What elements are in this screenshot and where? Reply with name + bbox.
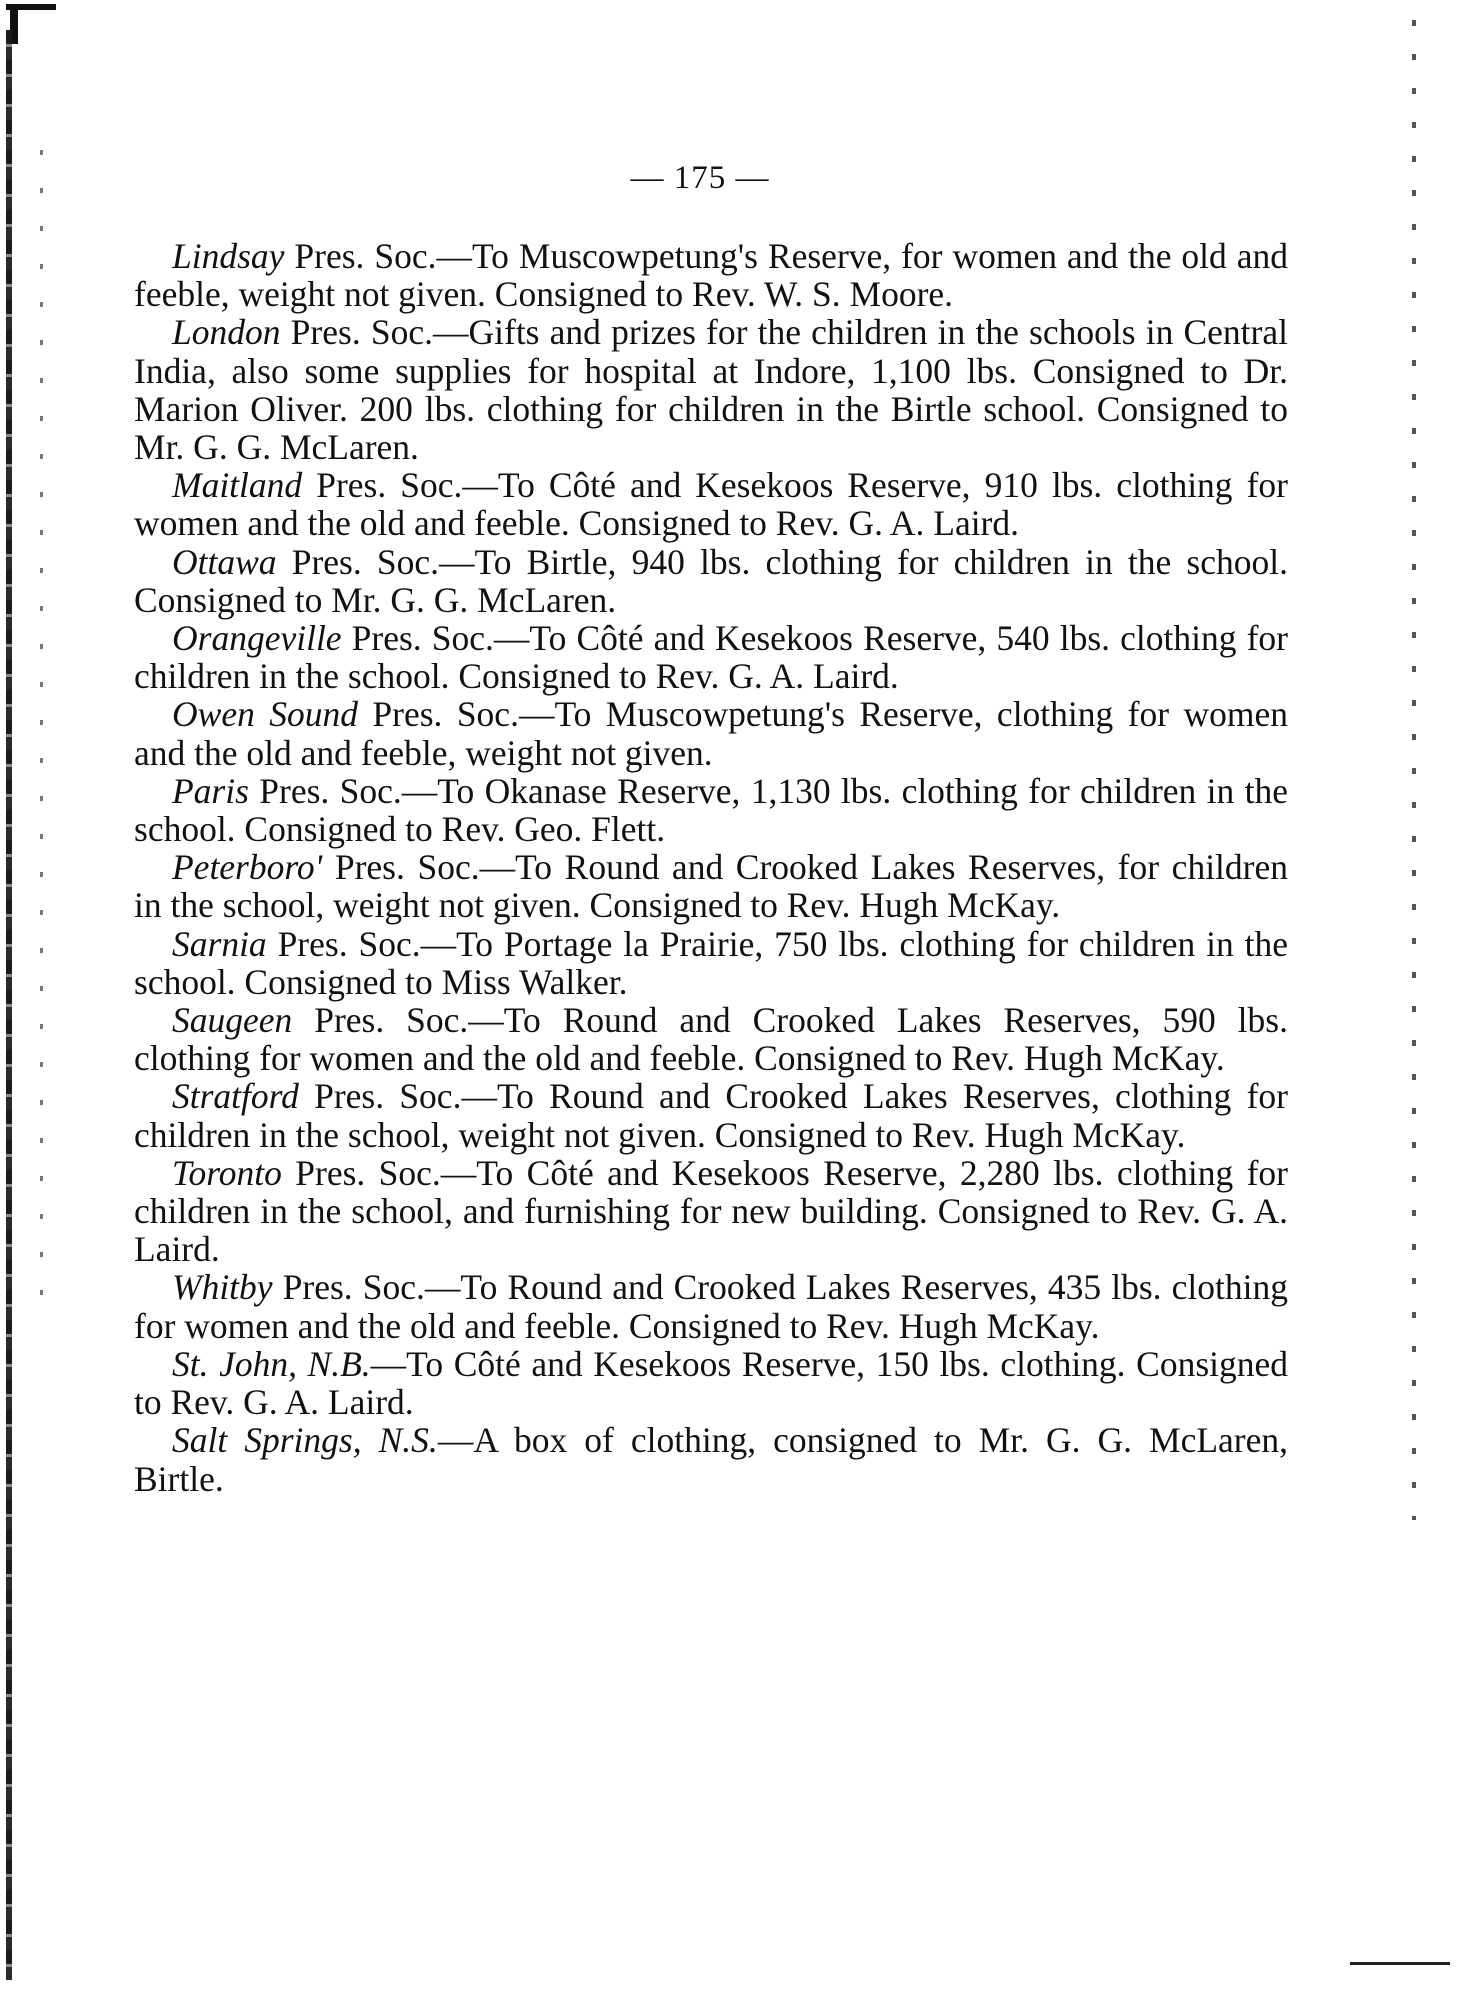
entry-owen-sound [134, 695, 1288, 771]
entry-stratford [134, 1077, 1288, 1153]
entry-name: Owen Sound [172, 694, 358, 735]
entry-peterboro [134, 848, 1288, 924]
entry-name: Peterboro' [172, 847, 323, 888]
entry-name: Whitby [172, 1267, 273, 1308]
entry-name: Paris [172, 770, 249, 811]
entry-name: Sarnia [172, 923, 267, 964]
entry-text: Pres. Soc.—To Okanase Reserve, 1,130 lbs. clothing for children in the school. Consigned to Rev. Geo. Flett. [134, 770, 1288, 850]
entry-lindsay [134, 237, 1288, 313]
scan-noise-right [1412, 20, 1416, 1520]
entry-maitland [134, 466, 1288, 542]
entry-name: Salt Springs, N.S. [172, 1420, 438, 1461]
entry-name: London [172, 312, 281, 353]
entry-orangeville [134, 619, 1288, 695]
entry-text: Pres. Soc.—To Muscowpetung's Reserve, for women and the old and feeble, weight not given. Consigned to Rev. W. S. Moore. [134, 236, 1288, 315]
entry-name: Stratford [172, 1076, 299, 1117]
entry-text: Pres. Soc.—To Round and Crooked Lakes Reserves, for children in the school, weight not given. Consigned to Rev. Hugh McKay. [134, 847, 1288, 926]
entry-text: Pres. Soc.—To Muscowpetung's Reserve, clothing for women and the old and feeble, weight not given. [134, 694, 1288, 773]
entry-text: Pres. Soc.—To Côté and Kesekoos Reserve, 2,280 lbs. clothing for children in the school, and furnishing for new building. Consigned to Rev. G. A. Laird. [134, 1152, 1288, 1270]
scan-noise-left [40, 150, 43, 1300]
entry-saugeen [134, 1001, 1288, 1077]
entry-text: Pres. Soc.—To Round and Crooked Lakes Reserves, 435 lbs. clothing for women and the old and feeble. Consigned to Rev. Hugh McKay. [134, 1267, 1288, 1346]
entry-text: Pres. Soc.—To Birtle, 940 lbs. clothing for children in the school. Consigned to Mr. G. G. McLaren. [134, 541, 1288, 620]
entry-ottawa [134, 543, 1288, 619]
entry-text: Pres. Soc.—To Round and Crooked Lakes Reserves, clothing for children in the school, weight not given. Consigned to Rev. Hugh McKay. [134, 1076, 1288, 1155]
scan-edge-line [1350, 1962, 1450, 1965]
entry-name: Orangeville [172, 618, 342, 659]
entry-name: Toronto [172, 1152, 282, 1193]
entry-salt-springs [134, 1421, 1288, 1497]
entry-sarnia [134, 925, 1288, 1001]
entry-name: Maitland [172, 465, 303, 506]
entry-text: —A box of clothing, consigned to Mr. G. G. McLaren, Birtle. [134, 1420, 1288, 1499]
page-number: — 175 — [630, 160, 770, 196]
entry-st-john [134, 1345, 1288, 1421]
page-binding-edge [6, 30, 12, 1980]
entry-name: St. John, N.B. [172, 1343, 371, 1384]
entry-text: Pres. Soc.—To Round and Crooked Lakes Reserves, 590 lbs. clothing for women and the old and feeble. Consigned to Rev. Hugh McKay. [134, 1000, 1288, 1079]
entry-toronto [134, 1154, 1288, 1269]
entry-name: Lindsay [172, 236, 285, 276]
entry-whitby [134, 1268, 1288, 1344]
entry-list [134, 237, 1288, 1498]
entry-paris [134, 772, 1288, 848]
entry-text: Pres. Soc.—To Côté and Kesekoos Reserve, 910 lbs. clothing for women and the old and feeble. Consigned to Rev. G. A. Laird. [134, 465, 1288, 544]
entry-text: Pres. Soc.—Gifts and prizes for the children in the schools in Central India, also some supplies for hospital at Indore, 1,100 lbs. Consigned to Dr. Marion Oliver. 200 lbs. clothing for children in the Birtle school. Consigned to Mr. G. G. McLaren. [134, 312, 1288, 468]
entry-name: Saugeen [172, 1000, 293, 1041]
entry-text: Pres. Soc.—To Côté and Kesekoos Reserve, 540 lbs. clothing for children in the school. Consigned to Rev. G. A. Laird. [134, 618, 1288, 697]
entry-text: Pres. Soc.—To Portage la Prairie, 750 lbs. clothing for children in the school. Consigned to Miss Walker. [134, 923, 1288, 1002]
entry-london [134, 313, 1288, 466]
entry-name: Ottawa [172, 541, 277, 582]
entry-text: —To Côté and Kesekoos Reserve, 150 lbs. clothing. Consigned to Rev. G. A. Laird. [134, 1343, 1289, 1423]
